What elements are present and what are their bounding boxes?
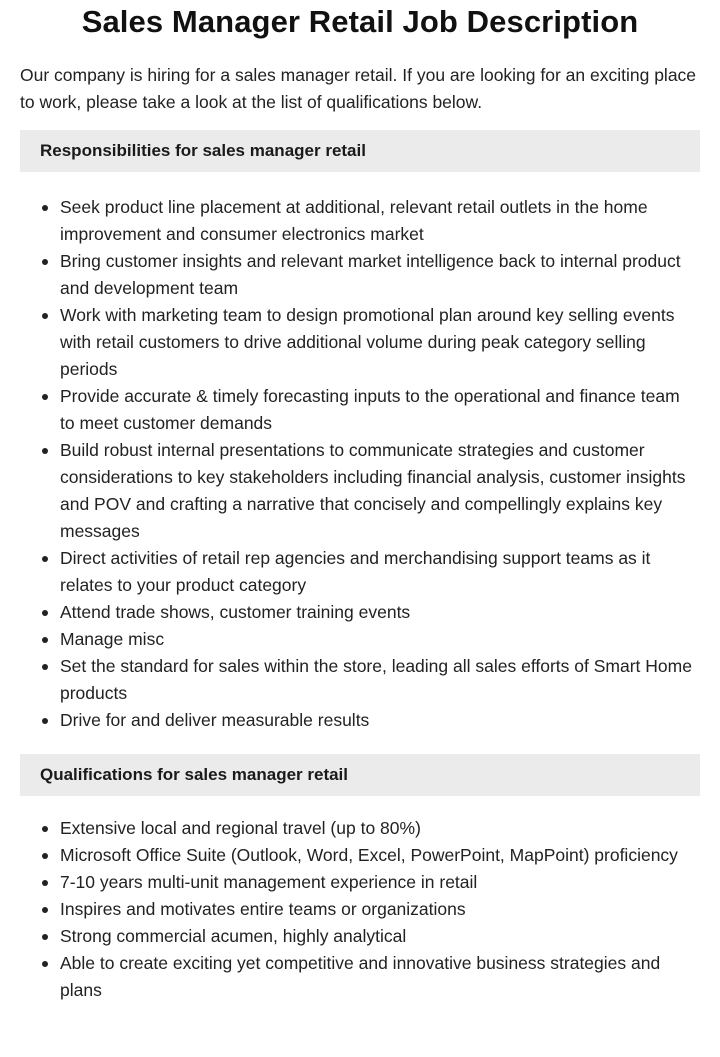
- page-title: Sales Manager Retail Job Description: [81, 4, 639, 39]
- list-item: 7-10 years multi-unit management experience in retail: [60, 869, 700, 896]
- list-item: Drive for and deliver measurable results: [60, 707, 700, 734]
- list-item: Build robust internal presentations to communicate strategies and customer considerations to key stakeholders including financial analysis, customer insights and POV and crafting a narrative that concisely and compellingly explains key messages: [60, 437, 700, 545]
- list-item: Seek product line placement at additional, relevant retail outlets in the home improvement and consumer electronics market: [60, 194, 700, 248]
- list-item: Provide accurate & timely forecasting inputs to the operational and finance team to meet customer demands: [60, 383, 700, 437]
- responsibilities-list: [20, 194, 700, 734]
- list-item: Attend trade shows, customer training events: [60, 599, 700, 626]
- qualifications-heading: Qualifications for sales manager retail: [40, 765, 349, 784]
- list-item: Bring customer insights and relevant market intelligence back to internal product and development team: [60, 248, 700, 302]
- qualifications-list: [20, 815, 700, 1004]
- intro-paragraph: Our company is hiring for a sales manager retail. If you are looking for an exciting place to work, please take a look at the list of qualifications below.: [20, 65, 697, 112]
- responsibilities-header: [20, 130, 700, 172]
- responsibilities-heading: Responsibilities for sales manager retail: [40, 141, 366, 160]
- list-item: Work with marketing team to design promotional plan around key selling events with retail customers to drive additional volume during peak category selling periods: [60, 302, 700, 383]
- list-item: Microsoft Office Suite (Outlook, Word, Excel, PowerPoint, MapPoint) proficiency: [60, 842, 700, 869]
- list-item: Set the standard for sales within the store, leading all sales efforts of Smart Home products: [60, 653, 700, 707]
- list-item: Extensive local and regional travel (up to 80%): [60, 815, 700, 842]
- list-item: Strong commercial acumen, highly analytical: [60, 923, 700, 950]
- list-item: Inspires and motivates entire teams or organizations: [60, 896, 700, 923]
- list-item: Direct activities of retail rep agencies and merchandising support teams as it relates to your product category: [60, 545, 700, 599]
- list-item: Able to create exciting yet competitive and innovative business strategies and plans: [60, 950, 700, 1004]
- qualifications-header: [20, 754, 700, 796]
- list-item: Manage misc: [60, 626, 700, 653]
